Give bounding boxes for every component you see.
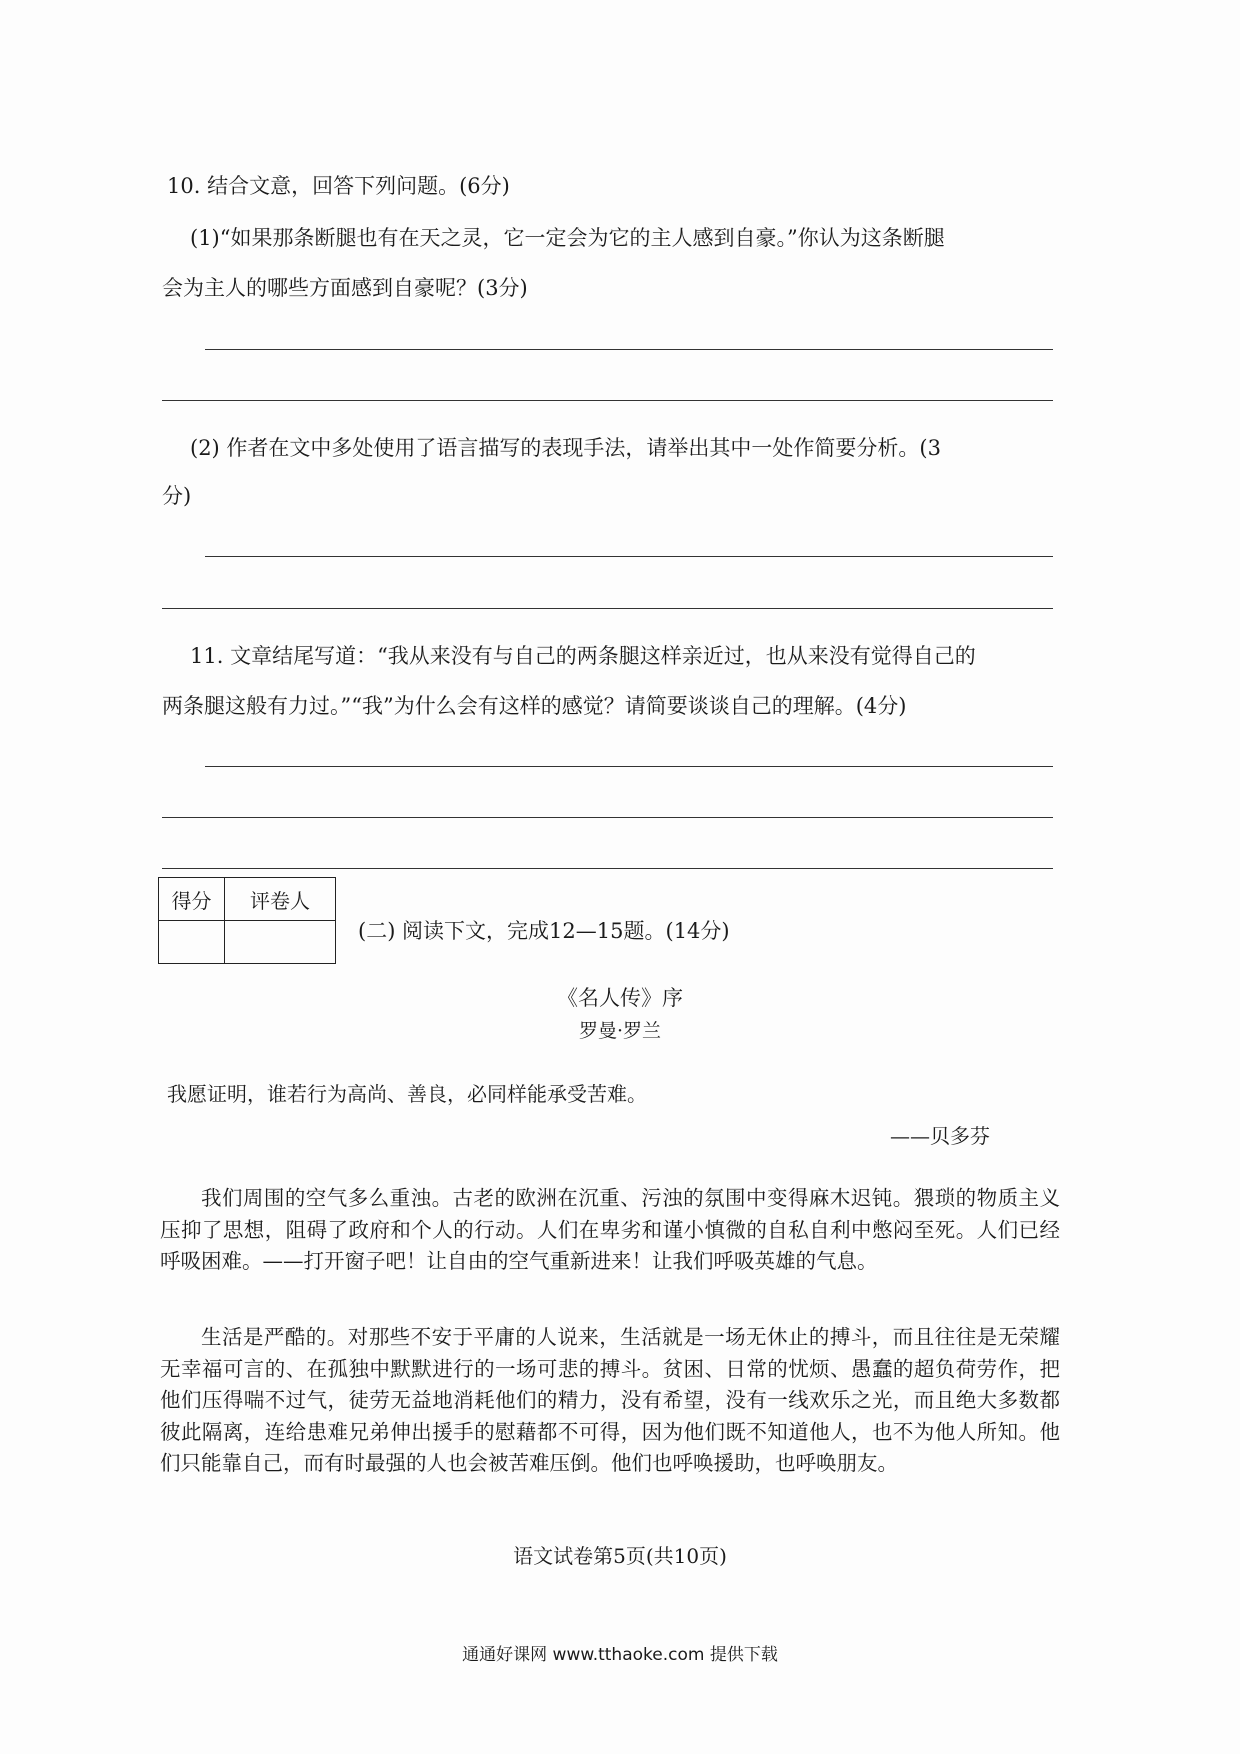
epigraph-author: ——贝多芬 xyxy=(890,1124,990,1148)
paragraph-1: 我们周围的空气多么重浊。古老的欧洲在沉重、污浊的氛围中变得麻木迟钝。猥琐的物质主义压抑了思想，阻碍了政府和个人的行动。人们在卑劣和谨小慎微的自私自利中憋闷至死。人们已经呼吸困难。——打开窗子吧！让自由的空气重新进来！让我们呼吸英雄的气息。 xyxy=(160,1186,1060,1273)
answer-line[interactable] xyxy=(162,817,1053,818)
page-footer: 语文试卷第5页(共10页) xyxy=(513,1544,727,1568)
article-author: 罗曼·罗兰 xyxy=(578,1020,662,1042)
q10-sub1-line2: 会为主人的哪些方面感到自豪呢？(3分) xyxy=(162,276,528,300)
score-table xyxy=(158,877,336,964)
q11-line1: 11. 文章结尾写道：“我从来没有与自己的两条腿这样亲近过，也从来没有觉得自己的 xyxy=(190,644,976,668)
score-header: 得分 xyxy=(159,878,225,921)
q10-sub1-line1: (1)“如果那条断腿也有在天之灵，它一定会为它的主人感到自豪。”你认为这条断腿 xyxy=(190,226,945,250)
watermark-text: 通通好课网 www.tthaoke.com 提供下载 xyxy=(462,1645,778,1665)
answer-line[interactable] xyxy=(162,400,1053,401)
section-heading: (二) 阅读下文，完成12—15题。(14分) xyxy=(358,919,730,943)
answer-line[interactable] xyxy=(205,556,1053,557)
q10-title: 10. 结合文意，回答下列问题。(6分) xyxy=(167,174,510,198)
answer-line[interactable] xyxy=(162,868,1053,869)
answer-line[interactable] xyxy=(162,608,1053,609)
answer-line[interactable] xyxy=(205,349,1053,350)
q10-sub2-line2: 分) xyxy=(162,484,192,508)
grader-header: 评卷人 xyxy=(225,878,336,921)
paragraph-2: 生活是严酷的。对那些不安于平庸的人说来，生活就是一场无休止的搏斗，而且往往是无荣耀无幸福可言的、在孤独中默默进行的一场可悲的搏斗。贫困、日常的忧烦、愚蠢的超负荷劳作，把他们压得喘不过气，徒劳无益地消耗他们的精力，没有希望，没有一线欢乐之光，而且绝大多数都彼此隔离，连给患难兄弟伸出援手的慰藉都不可得，因为他们既不知道他人，也不为他人所知。他们只能靠自己，而有时最强的人也会被苦难压倒。他们也呼唤援助，也呼唤朋友。 xyxy=(160,1325,1060,1475)
answer-line[interactable] xyxy=(205,766,1053,767)
grader-cell[interactable] xyxy=(225,921,336,964)
q11-line2: 两条腿这般有力过。”“我”为什么会有这样的感觉？请简要谈谈自己的理解。(4分) xyxy=(162,694,907,718)
article-title: 《名人传》序 xyxy=(557,986,683,1010)
score-cell[interactable] xyxy=(159,921,225,964)
q10-sub2-line1: (2) 作者在文中多处使用了语言描写的表现手法，请举出其中一处作简要分析。(3 xyxy=(190,436,941,460)
epigraph: 我愿证明，谁若行为高尚、善良，必同样能承受苦难。 xyxy=(167,1082,647,1106)
